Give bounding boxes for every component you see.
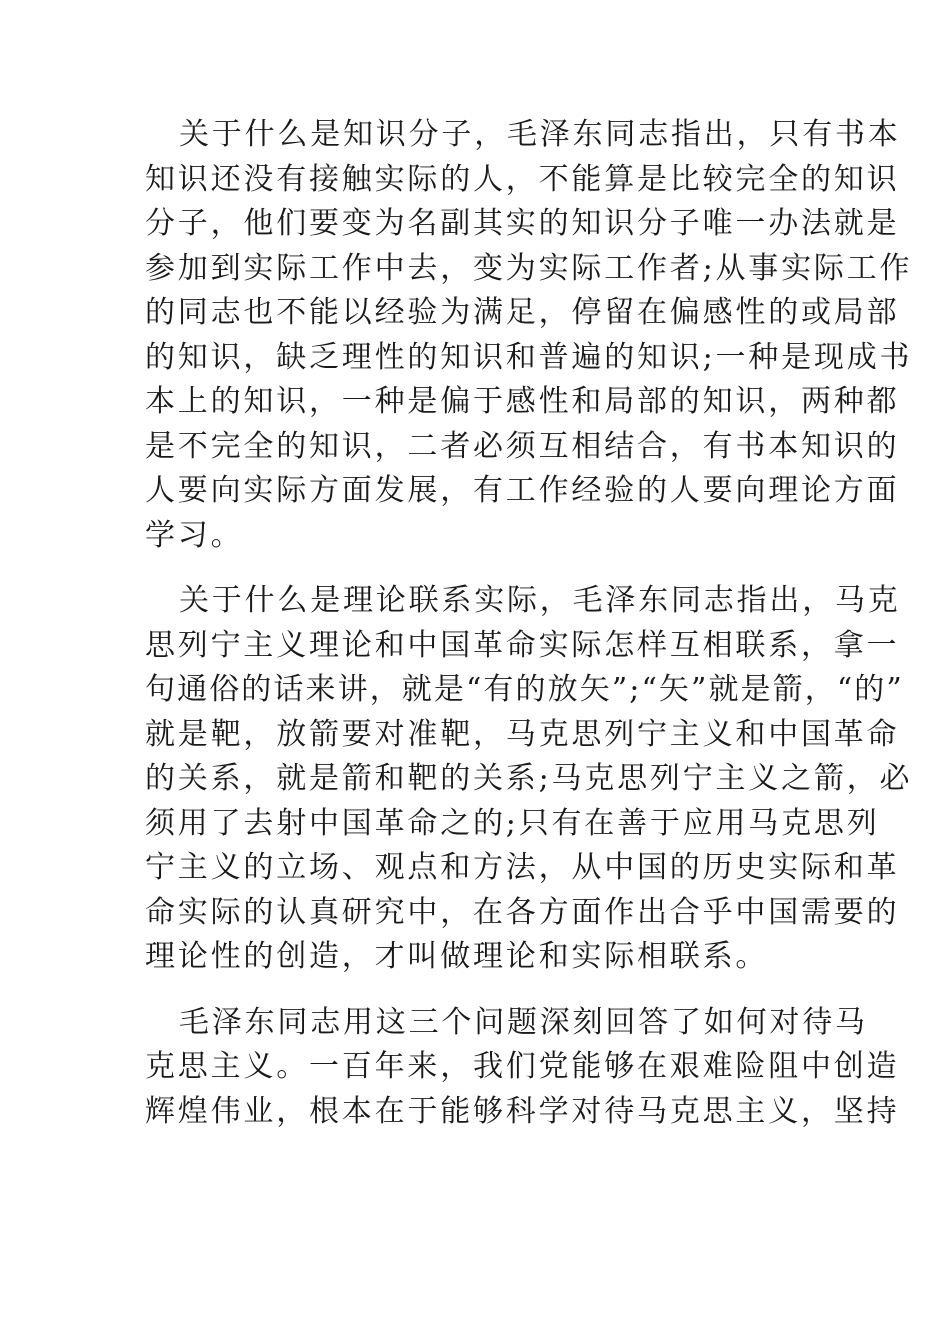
- paragraph-gap: [145, 558, 810, 579]
- paragraph-conclusion: [145, 1001, 900, 1135]
- text-line: 思列宁主义理论和中国革命实际怎样互相联系，拿一: [145, 627, 900, 663]
- text-line: 本上的知识，一种是偏于感性和局部的知识，两种都: [145, 384, 900, 419]
- text-line: 毛泽东同志用这三个问题深刻回答了如何对待马: [179, 1004, 868, 1040]
- text-line: 是不完全的知识，二者必须互相结合，有书本知识的: [145, 428, 900, 464]
- text-line: 知识还没有接触实际的人，不能算是比较完全的知识: [145, 161, 900, 197]
- text-line: 宁主义的立场、观点和方法，从中国的历史实际和革: [145, 850, 900, 885]
- paragraph-theory-practice: [145, 579, 913, 980]
- text-line: 的同志也不能以经验为满足，停留在偏感性的或局部: [145, 295, 900, 330]
- document-page: [145, 113, 913, 1134]
- paragraph-knowledge: [145, 113, 913, 558]
- text-line: 克思主义。一百年来，我们党能够在艰难险阻中创造: [145, 1049, 900, 1084]
- paragraph-gap: [145, 980, 810, 1001]
- text-line: 的知识，缺乏理性的知识和普遍的知识;一种是现成书: [145, 339, 913, 375]
- text-line: 理论性的创造，才叫做理论和实际相联系。: [145, 939, 769, 974]
- text-line: 就是靶，放箭要对准靶，马克思列宁主义和中国革命: [145, 716, 900, 752]
- text-line: 参加到实际工作中去，变为实际工作者;从事实际工作: [145, 250, 913, 286]
- text-line: 分子，他们要变为名副其实的知识分子唯一办法就是: [145, 206, 900, 241]
- text-line: 学习。: [145, 517, 244, 553]
- text-line: 的关系，就是箭和靶的关系;马克思列宁主义之箭，必: [145, 761, 913, 796]
- text-line: 须用了去射中国革命之的;只有在善于应用马克思列: [145, 805, 880, 841]
- text-line: 辉煌伟业，根本在于能够科学对待马克思主义，坚持: [145, 1093, 900, 1129]
- text-line: 命实际的认真研究中，在各方面作出合乎中国需要的: [145, 894, 900, 930]
- text-line: 句通俗的话来讲，就是“有的放矢”;“矢”就是箭，“的”: [145, 672, 904, 707]
- text-line: 关于什么是理论联系实际，毛泽东同志指出，马克: [179, 583, 901, 618]
- text-line: 关于什么是知识分子，毛泽东同志指出，只有书本: [179, 117, 901, 152]
- text-line: 人要向实际方面发展，有工作经验的人要向理论方面: [145, 473, 900, 508]
